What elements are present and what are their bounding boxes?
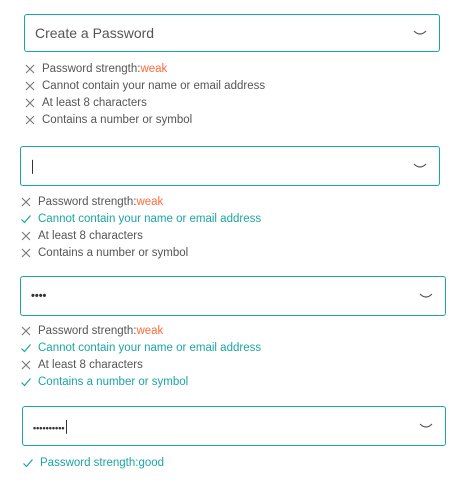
password-input-2[interactable] <box>20 146 440 186</box>
rule-label: Contains a number or symbol <box>38 375 189 388</box>
strength-label: Password strength: <box>38 195 137 208</box>
password-input-4[interactable] <box>22 406 446 446</box>
strength-value: good <box>138 456 165 469</box>
x-icon <box>24 63 36 75</box>
eye-closed-icon[interactable] <box>413 29 427 37</box>
rule-label: Cannot contain your name or email address <box>38 212 262 225</box>
rule-label: At least 8 characters <box>38 358 143 371</box>
strength-label: Password strength: <box>42 62 141 75</box>
strength-label: Password strength: <box>38 324 137 337</box>
rule-min-length <box>20 227 440 244</box>
strength-rule <box>22 454 446 471</box>
strength-rule <box>24 60 440 77</box>
rule-label: Contains a number or symbol <box>42 113 193 126</box>
password-rules-1 <box>24 60 440 128</box>
password-value: •••••••••• <box>33 418 67 434</box>
rule-name-email <box>20 210 440 227</box>
x-icon <box>20 230 32 242</box>
password-block-2 <box>20 146 440 261</box>
rule-label: Cannot contain your name or email address <box>42 79 266 92</box>
rule-min-length <box>24 94 440 111</box>
x-icon <box>20 247 32 259</box>
text-caret <box>66 420 67 434</box>
x-icon <box>24 80 36 92</box>
rule-number-symbol <box>20 244 440 261</box>
password-block-3 <box>20 276 446 390</box>
strength-label: Password strength: <box>40 456 139 469</box>
x-icon <box>20 325 32 337</box>
rule-label: Contains a number or symbol <box>38 246 189 259</box>
eye-closed-icon[interactable] <box>413 162 427 170</box>
check-icon <box>20 213 32 225</box>
password-placeholder: Create a Password <box>35 25 155 41</box>
rule-name-email <box>20 339 446 356</box>
strength-value: weak <box>136 195 164 208</box>
check-icon <box>22 457 34 469</box>
rule-number-symbol <box>20 373 446 390</box>
password-input-1[interactable] <box>24 14 440 52</box>
password-rules-3 <box>20 322 446 390</box>
strength-value: weak <box>140 62 168 75</box>
rule-label: At least 8 characters <box>42 96 147 109</box>
strength-rule <box>20 322 446 339</box>
x-icon <box>20 359 32 371</box>
x-icon <box>24 114 36 126</box>
password-rules-4 <box>22 454 446 471</box>
strength-rule <box>20 193 440 210</box>
rule-label: Cannot contain your name or email address <box>38 341 262 354</box>
eye-closed-icon[interactable] <box>419 422 433 430</box>
strength-value: weak <box>136 324 164 337</box>
rule-name-email <box>24 77 440 94</box>
x-icon <box>24 97 36 109</box>
rule-label: At least 8 characters <box>38 229 143 242</box>
check-icon <box>20 342 32 354</box>
rule-number-symbol <box>24 111 440 128</box>
text-caret <box>32 160 33 174</box>
password-value <box>31 158 33 174</box>
x-icon <box>20 196 32 208</box>
rule-min-length <box>20 356 446 373</box>
password-block-1 <box>24 14 440 128</box>
password-rules-2 <box>20 193 440 261</box>
password-value: •••• <box>31 290 47 302</box>
check-icon <box>20 376 32 388</box>
password-input-3[interactable] <box>20 276 446 316</box>
password-block-4 <box>22 406 446 471</box>
eye-closed-icon[interactable] <box>419 292 433 300</box>
